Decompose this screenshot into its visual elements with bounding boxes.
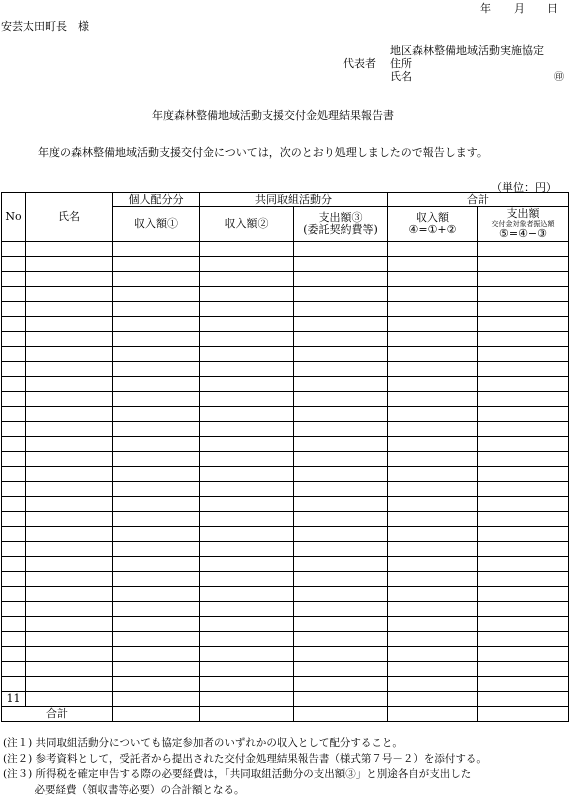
table-cell xyxy=(388,707,478,722)
note-3-continued: 必要経費（領収書等必要）の合計額となる。 xyxy=(3,783,487,798)
table-cell xyxy=(388,497,478,512)
table-cell xyxy=(2,422,26,437)
table-row xyxy=(2,317,569,332)
address-label: 住所 xyxy=(390,55,412,71)
table-cell xyxy=(2,437,26,452)
table-cell xyxy=(478,467,569,482)
table-cell xyxy=(388,587,478,602)
table-cell xyxy=(388,302,478,317)
table-cell xyxy=(26,452,113,467)
table-cell xyxy=(113,602,200,617)
table-cell xyxy=(200,407,294,422)
table-cell xyxy=(388,272,478,287)
table-cell xyxy=(294,437,388,452)
table-cell xyxy=(294,602,388,617)
table-cell xyxy=(26,617,113,632)
table-cell xyxy=(113,452,200,467)
table-cell xyxy=(388,527,478,542)
table-cell xyxy=(294,242,388,257)
table-cell xyxy=(294,272,388,287)
table-cell xyxy=(478,572,569,587)
table-cell xyxy=(200,542,294,557)
table-cell xyxy=(26,242,113,257)
table-cell xyxy=(26,257,113,272)
table-cell xyxy=(200,692,294,707)
table-cell xyxy=(113,302,200,317)
header-individual: 個人配分分 xyxy=(113,193,200,207)
table-cell xyxy=(294,467,388,482)
table-cell xyxy=(113,527,200,542)
table-cell xyxy=(294,347,388,362)
table-cell xyxy=(200,467,294,482)
table-cell xyxy=(113,632,200,647)
table-cell xyxy=(478,452,569,467)
table-cell xyxy=(2,512,26,527)
table-cell xyxy=(388,422,478,437)
table-cell xyxy=(113,572,200,587)
table-row xyxy=(2,347,569,362)
table-cell xyxy=(113,647,200,662)
table-cell xyxy=(294,407,388,422)
table-cell xyxy=(113,482,200,497)
representative-label: 代表者 xyxy=(343,55,376,71)
table-cell xyxy=(26,377,113,392)
table-cell xyxy=(294,317,388,332)
table-cell xyxy=(200,497,294,512)
table-cell xyxy=(200,287,294,302)
header-income4 xyxy=(388,207,478,242)
table-cell xyxy=(200,512,294,527)
table-cell xyxy=(200,557,294,572)
intro-text: 年度の森林整備地域活動支援交付金については，次のとおり処理しましたので報告します。 xyxy=(38,144,488,160)
table-cell xyxy=(200,377,294,392)
table-cell xyxy=(388,437,478,452)
table-cell xyxy=(200,587,294,602)
table-cell xyxy=(388,242,478,257)
table-cell xyxy=(113,347,200,362)
table-cell xyxy=(2,602,26,617)
table-cell xyxy=(200,617,294,632)
table-row xyxy=(2,512,569,527)
table-cell xyxy=(26,512,113,527)
table-cell xyxy=(113,497,200,512)
table-cell xyxy=(388,542,478,557)
table-cell xyxy=(26,662,113,677)
table-cell xyxy=(478,317,569,332)
table-row xyxy=(2,617,569,632)
table-cell xyxy=(294,362,388,377)
table-cell xyxy=(113,692,200,707)
table-cell xyxy=(2,317,26,332)
table-cell xyxy=(478,377,569,392)
table-cell xyxy=(2,407,26,422)
header-expense5-line1: 支出額 xyxy=(478,208,568,220)
table-cell xyxy=(294,527,388,542)
note-2: (注２) 参考資料として，受託者から提出された交付金処理結果報告書（様式第７号－２）を添付する。 xyxy=(3,752,487,768)
table-row xyxy=(2,482,569,497)
table-cell xyxy=(388,512,478,527)
header-expense5 xyxy=(478,207,569,242)
table-cell xyxy=(2,332,26,347)
table-cell xyxy=(26,437,113,452)
table-cell xyxy=(478,242,569,257)
table-cell xyxy=(26,647,113,662)
table-cell xyxy=(478,332,569,347)
total-row-label: 合計 xyxy=(2,707,113,722)
table-cell xyxy=(2,452,26,467)
table-cell xyxy=(200,347,294,362)
table-cell xyxy=(200,437,294,452)
header-income2: 収入額② xyxy=(200,207,294,242)
date-month-label: 月 xyxy=(514,2,525,15)
table-cell xyxy=(2,287,26,302)
table-cell xyxy=(478,392,569,407)
table-cell xyxy=(294,482,388,497)
table-cell xyxy=(388,287,478,302)
table-row xyxy=(2,362,569,377)
table-cell xyxy=(200,527,294,542)
table-cell xyxy=(388,557,478,572)
table-cell xyxy=(200,332,294,347)
date-day-label: 日 xyxy=(547,2,558,15)
header-income4-line1: 収入額 xyxy=(388,212,477,224)
table-cell xyxy=(2,257,26,272)
header-expense3-line1: 支出額③ xyxy=(294,212,387,224)
header-expense5-line3: ⑤=④−③ xyxy=(478,228,568,240)
table-cell xyxy=(478,257,569,272)
table-cell xyxy=(200,392,294,407)
table-cell xyxy=(26,362,113,377)
table-cell xyxy=(478,512,569,527)
table-cell xyxy=(388,377,478,392)
table-cell xyxy=(26,467,113,482)
table-cell xyxy=(478,437,569,452)
name-label: 氏名 xyxy=(390,68,412,84)
table-cell xyxy=(200,452,294,467)
table-cell xyxy=(388,257,478,272)
table-cell xyxy=(26,302,113,317)
table-row xyxy=(2,542,569,557)
table-cell xyxy=(2,572,26,587)
table-cell xyxy=(26,422,113,437)
table-cell xyxy=(200,482,294,497)
table-cell xyxy=(478,482,569,497)
table-cell xyxy=(26,497,113,512)
table-cell xyxy=(2,347,26,362)
table-cell xyxy=(478,422,569,437)
table-cell xyxy=(113,677,200,692)
table-cell xyxy=(388,347,478,362)
table-cell xyxy=(26,527,113,542)
table-cell xyxy=(294,497,388,512)
table-cell xyxy=(294,572,388,587)
table-cell xyxy=(388,647,478,662)
table-cell xyxy=(113,617,200,632)
table-cell xyxy=(294,392,388,407)
table-cell xyxy=(113,287,200,302)
table-cell xyxy=(113,662,200,677)
table-cell xyxy=(200,257,294,272)
table-cell xyxy=(26,482,113,497)
table-cell xyxy=(113,512,200,527)
table-row xyxy=(2,467,569,482)
table-cell xyxy=(2,377,26,392)
table-cell xyxy=(2,632,26,647)
table-cell xyxy=(388,572,478,587)
table-row xyxy=(2,242,569,257)
table-cell xyxy=(478,632,569,647)
table-cell xyxy=(200,707,294,722)
addressee: 安芸太田町長 様 xyxy=(1,18,89,34)
table-row xyxy=(2,677,569,692)
unit-label: （単位：円） xyxy=(491,179,557,195)
header-total: 合計 xyxy=(388,193,569,207)
notes xyxy=(3,736,487,798)
table-cell xyxy=(478,662,569,677)
table-row xyxy=(2,437,569,452)
table-cell xyxy=(200,677,294,692)
table-row xyxy=(2,392,569,407)
document-title: 年度森林整備地域活動支援交付金処理結果報告書 xyxy=(152,107,394,123)
table-cell xyxy=(113,242,200,257)
table-cell xyxy=(388,452,478,467)
table-cell xyxy=(294,332,388,347)
table-cell xyxy=(26,557,113,572)
table-cell xyxy=(294,422,388,437)
table-cell xyxy=(2,677,26,692)
table-cell xyxy=(2,467,26,482)
table-row xyxy=(2,452,569,467)
table-cell xyxy=(478,272,569,287)
table-cell xyxy=(388,602,478,617)
header-income1: 収入額① xyxy=(113,207,200,242)
table-cell xyxy=(2,362,26,377)
header-expense5-line2: 交付金対象者振込額 xyxy=(478,220,568,228)
table-cell xyxy=(478,527,569,542)
table-cell xyxy=(26,587,113,602)
table-cell xyxy=(388,632,478,647)
table-cell xyxy=(388,332,478,347)
table-cell xyxy=(200,317,294,332)
table-cell xyxy=(478,302,569,317)
table-cell xyxy=(200,422,294,437)
table-cell xyxy=(113,422,200,437)
table-cell xyxy=(26,272,113,287)
table-row xyxy=(2,377,569,392)
table-cell xyxy=(2,302,26,317)
table-cell xyxy=(200,662,294,677)
table-cell xyxy=(388,617,478,632)
table-cell xyxy=(294,617,388,632)
table-row xyxy=(2,272,569,287)
table-cell xyxy=(200,272,294,287)
table-cell xyxy=(2,542,26,557)
table-row xyxy=(2,302,569,317)
table-cell xyxy=(113,542,200,557)
table-cell xyxy=(478,647,569,662)
table-cell xyxy=(294,452,388,467)
table-cell xyxy=(113,557,200,572)
table-cell xyxy=(26,317,113,332)
table-cell xyxy=(478,407,569,422)
table-cell xyxy=(200,362,294,377)
table-cell xyxy=(200,602,294,617)
table-cell xyxy=(2,497,26,512)
table-cell xyxy=(26,692,113,707)
table-cell xyxy=(388,362,478,377)
table-cell xyxy=(113,317,200,332)
table-cell xyxy=(294,707,388,722)
table-row xyxy=(2,527,569,542)
table-cell xyxy=(388,467,478,482)
table-cell xyxy=(2,662,26,677)
table-cell xyxy=(26,572,113,587)
table-cell xyxy=(294,302,388,317)
table-cell xyxy=(113,587,200,602)
table-cell xyxy=(388,692,478,707)
table-cell xyxy=(113,467,200,482)
last-row-no: 11 xyxy=(2,692,26,707)
table-cell xyxy=(294,287,388,302)
table-cell xyxy=(113,332,200,347)
note-3: (注３) 所得税を確定申告する際の必要経費は，「共同取組活動分の支出額③」と別途各自が支出した xyxy=(3,767,487,783)
table-cell xyxy=(113,272,200,287)
note-1: (注１) 共同取組活動分についても協定参加者のいずれかの収入として配分すること。 xyxy=(3,736,487,752)
header-joint: 共同取組活動分 xyxy=(200,193,388,207)
table-cell xyxy=(26,332,113,347)
table-cell xyxy=(388,677,478,692)
table-cell xyxy=(294,542,388,557)
table-cell xyxy=(26,347,113,362)
table-row xyxy=(2,632,569,647)
table-cell xyxy=(2,617,26,632)
table-row xyxy=(2,287,569,302)
table-row xyxy=(2,602,569,617)
table-cell xyxy=(2,587,26,602)
table-cell xyxy=(294,377,388,392)
table-cell xyxy=(294,512,388,527)
table-row xyxy=(2,587,569,602)
header-no: No xyxy=(2,193,26,242)
table-cell xyxy=(113,407,200,422)
table-cell xyxy=(26,287,113,302)
table-cell xyxy=(26,677,113,692)
header-income4-line2: ④=①+② xyxy=(388,224,477,236)
table-cell xyxy=(200,242,294,257)
table-cell xyxy=(388,392,478,407)
table-cell xyxy=(294,677,388,692)
table-cell xyxy=(200,647,294,662)
table-row xyxy=(2,497,569,512)
table-row xyxy=(2,557,569,572)
table-row xyxy=(2,407,569,422)
table-cell xyxy=(2,242,26,257)
table-cell xyxy=(2,392,26,407)
table-cell xyxy=(2,557,26,572)
table-cell xyxy=(26,392,113,407)
table-cell xyxy=(294,692,388,707)
table-cell xyxy=(294,632,388,647)
org-name: 地区森林整備地域活動実施協定 xyxy=(390,42,544,58)
table-cell xyxy=(113,707,200,722)
table-cell xyxy=(478,692,569,707)
table-cell xyxy=(294,557,388,572)
table-cell xyxy=(113,377,200,392)
table-cell xyxy=(113,437,200,452)
table-cell xyxy=(2,482,26,497)
table-cell xyxy=(26,407,113,422)
table-cell xyxy=(478,707,569,722)
report-table xyxy=(1,192,569,722)
table-cell xyxy=(26,632,113,647)
table-cell xyxy=(113,362,200,377)
table-cell xyxy=(478,557,569,572)
table-cell xyxy=(478,287,569,302)
table-cell xyxy=(2,647,26,662)
table-row xyxy=(2,662,569,677)
table-cell xyxy=(478,677,569,692)
table-cell xyxy=(478,362,569,377)
table-cell xyxy=(478,617,569,632)
header-expense3-line2: (委託契約費等) xyxy=(294,224,387,236)
table-row xyxy=(2,332,569,347)
table-cell xyxy=(388,407,478,422)
table-cell xyxy=(294,662,388,677)
table-cell xyxy=(113,392,200,407)
table-cell xyxy=(478,602,569,617)
table-row xyxy=(2,422,569,437)
table-row xyxy=(2,572,569,587)
table-cell xyxy=(26,542,113,557)
table-cell xyxy=(478,347,569,362)
table-cell xyxy=(26,602,113,617)
header-name: 氏名 xyxy=(26,193,113,242)
seal-icon: ㊞ xyxy=(554,68,564,83)
table-cell xyxy=(294,257,388,272)
table-cell xyxy=(294,647,388,662)
table-cell xyxy=(388,662,478,677)
table-cell xyxy=(200,632,294,647)
header-expense3 xyxy=(294,207,388,242)
table-cell xyxy=(200,302,294,317)
table-cell xyxy=(388,482,478,497)
table-cell xyxy=(294,587,388,602)
table-row xyxy=(2,257,569,272)
table-cell xyxy=(2,527,26,542)
table-row xyxy=(2,647,569,662)
date-year-label: 年 xyxy=(480,2,491,15)
table-cell xyxy=(200,572,294,587)
table-cell xyxy=(478,542,569,557)
table-cell xyxy=(2,272,26,287)
table-cell xyxy=(113,257,200,272)
table-cell xyxy=(478,497,569,512)
table-cell xyxy=(388,317,478,332)
table-cell xyxy=(478,587,569,602)
